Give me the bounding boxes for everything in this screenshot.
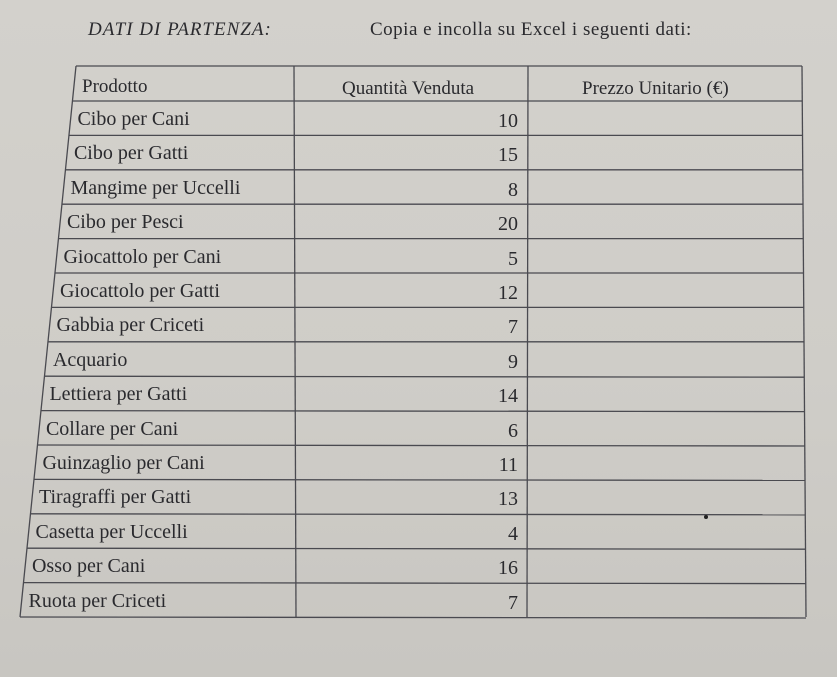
product-cell: Giocattolo per Cani <box>63 245 222 268</box>
product-cell: Gabbia per Criceti <box>56 314 205 337</box>
product-cell: Giocattolo per Gatti <box>59 280 220 302</box>
product-cell: Lettiera per Gatti <box>49 383 188 406</box>
column-header-prezzo: Prezzo Unitario (€) <box>582 78 729 99</box>
product-cell: Acquario <box>52 348 128 371</box>
ink-dot-mark <box>704 515 708 519</box>
quantity-cell: 20 <box>498 213 518 236</box>
quantity-cell: 12 <box>498 282 518 304</box>
product-cell: Casetta per Uccelli <box>35 520 188 543</box>
product-cell: Ruota per Criceti <box>28 589 167 612</box>
table-row-line <box>41 411 805 412</box>
table-row-line <box>37 445 804 446</box>
column-header-prodotto: Prodotto <box>82 76 148 97</box>
quantity-cell: 14 <box>498 385 518 408</box>
product-cell: Cibo per Gatti <box>73 142 189 165</box>
table-row-line <box>30 514 805 515</box>
product-cell: Mangime per Uccelli <box>70 176 241 199</box>
quantity-cell: 13 <box>498 488 518 511</box>
product-cell: Tiragraffi per Gatti <box>38 486 192 509</box>
quantity-cell: 4 <box>508 522 518 545</box>
quantity-cell: 5 <box>508 247 518 270</box>
quantity-cell: 8 <box>508 178 518 201</box>
quantity-cell: 15 <box>498 144 518 167</box>
product-cell: Collare per Cani <box>45 417 179 440</box>
table-row-line <box>44 376 804 377</box>
table-row-line <box>23 583 805 584</box>
product-cell: Cibo per Cani <box>77 108 190 130</box>
column-header-quantita: Quantità Venduta <box>342 78 475 99</box>
quantity-cell: 7 <box>508 591 518 614</box>
quantity-cell: 16 <box>498 557 518 580</box>
table-column-divider <box>527 66 528 617</box>
table-row-line <box>27 548 806 549</box>
table-row-line <box>20 617 806 618</box>
quantity-cell: 9 <box>508 350 518 373</box>
product-cell: Cibo per Pesci <box>66 211 184 234</box>
product-cell: Guinzaglio per Cani <box>42 452 205 474</box>
heading-instruction: Copia e incolla su Excel i seguenti dati: <box>370 19 692 40</box>
quantity-cell: 11 <box>498 454 518 476</box>
product-cell: Osso per Cani <box>31 555 146 578</box>
quantity-cell: 7 <box>508 316 518 339</box>
quantity-cell: 10 <box>498 110 518 132</box>
heading-label: DATI DI PARTENZA: <box>88 19 272 40</box>
quantity-cell: 6 <box>508 419 518 442</box>
table-row-line <box>34 479 805 480</box>
